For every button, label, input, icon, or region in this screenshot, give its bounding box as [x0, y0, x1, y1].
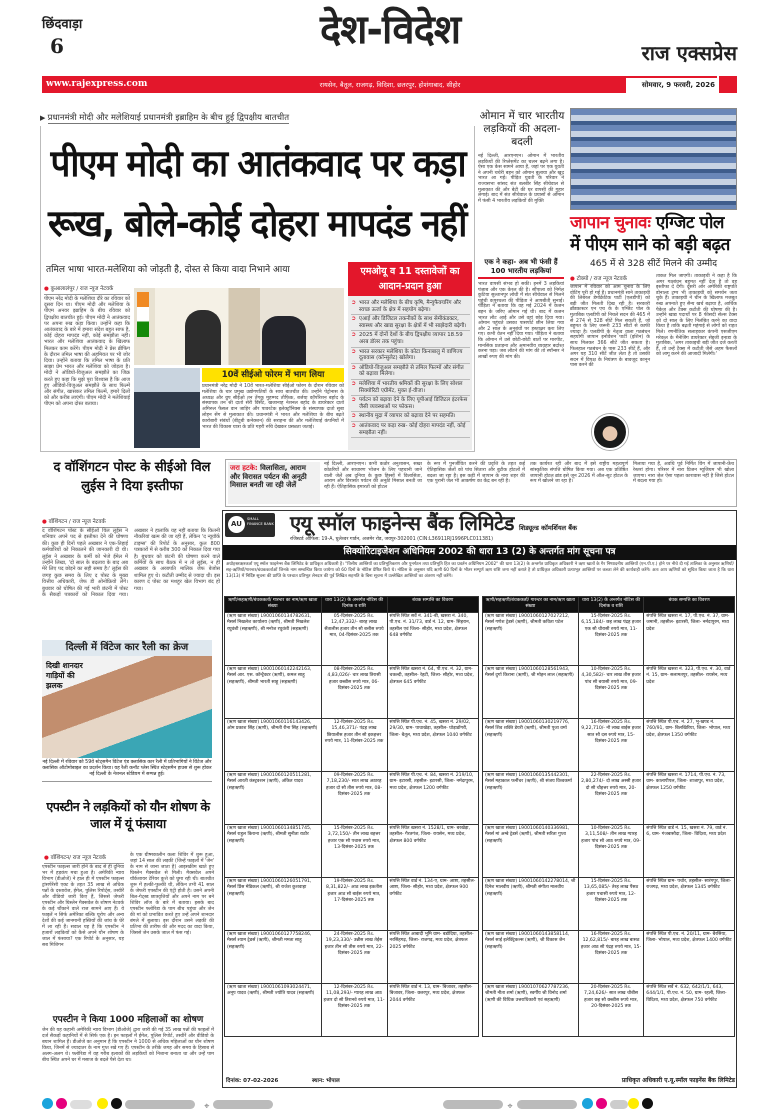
- japan-body-2: ताकत मिल जाएगी। ताकाइची ने कहा है कि अगर गठबंधन बहुमत नहीं देता है तो वह इस्तीफा दे देंगी। दूसरी ओर अमेरिकी राष्ट्रपति डोनाल्ड ट्रम्प भी ताकाइची को समर्थन जता चुके हैं। ताकाइची ने चीन के खिलाफ मजबूत रुख अपनाते हुए सैन्य खर्च बढ़ाया है, आर्थिक पैकेज और टैक्स कटौती की घोषणा की है। उन्होंने खाद्य पदार्थों पर 8 फीसदी सेल्स टैक्स को दो साल के लिए निलंबित करने का वादा किया है ताकि बढ़ती महंगाई से लोगों को राहत मिले। रणनीतिक सलाहकार कंपनी एसजीएम मरेकल के मैनेजिंग डायरेक्टर सेइजी इनाडा के मुताबिक, 'अगर ताकाइची बड़ी जीत दर्ज करती हैं, तो उन्हें टैक्स में कटौती जैसे अहम फैसलों को लागू करने की आजादी मिलेगी।': [656, 274, 737, 358]
- bank-table-right: [482, 596, 735, 1037]
- epstein-byline: ● वॉशिंगटन/ राज न्यूज नेटवर्क: [44, 853, 124, 864]
- cell-notice: 09-दिसंबर-2025 Rs. 7,18,230/- सात लाख अठारह हजार दो सौ तीस रुपये मात्र, 08-दिसंबर-2025 तक: [321, 771, 387, 824]
- japan-subhead-wrap: [570, 258, 737, 271]
- table-row: [225, 665, 479, 718]
- bank-title-wrap: [290, 511, 735, 535]
- wapo-body: द वॉशिंगटन पोस्ट के सीईओ विल लुईस ने शनिवार अपने पद से इस्तीफा देने की घोषणा की। कुछ ही दिनों पहले अखबार ने एक-तिहाई कर्मचारियों को निकालने की जानकारी दी थी। लुईस ने अखबार के कर्मी को भेजे ईमेल में उन्होंने लिखा, 'दो साल के बदलाव के बाद अब मेरे लिए पद छोड़ने का सही समय है।' लुईस की जगह कुछ समय के लिए द पोस्ट के मुख्य वित्तीय अधिकारी, जेफ डी ओनोफ्रियो लेंगे। बुधवार को घोषित की गई भारी छंटनी में पोस्ट के सैकड़ों पत्रकारों को निकाल दिया गया। अखबार ने हालांकि यह नहीं बताया कि कितनी नौकरियां खत्म की जा रही हैं, लेकिन 'द न्यूयॉर्क टाइम्स' की रिपोर्ट के अनुसार, कुल 800 पत्रकारों में से करीब 300 को निकाल दिया गया है। बुधवार को छंटनी की घोषणा करने वाले कर्मियों के साथ बैठक में न तो लुईस, न ही अखबार के अरबपति मालिक जेफ बेजोस शामिल हुए थे। कटौती उम्मीद से ज्यादा थी। इस कारण द पोस्ट का मशहूर खेल विभाग बंद हो गया।: [42, 528, 220, 599]
- mou-point: ➲ भारत सरकार मलेशिया के कोटा किनाबालु में वाणिज्य दूतावास (कॉन्सुलेट) खोलेगा।: [351, 348, 470, 364]
- mou-box-title: एमओयू व 11 दस्तावेजों का आदान-प्रदान हुआ: [348, 262, 472, 296]
- lead-kicker: [40, 112, 470, 125]
- japan-subhead: 465 में से 328 सीटें मिलने की उम्मीद: [590, 259, 717, 269]
- column-header: बंधक सम्पत्ति का विवरण: [644, 597, 735, 613]
- forum-caption-title: 10वें सीईओ फोरम में भाग लिया: [221, 370, 325, 380]
- mou-point: ➲ एआई और डिजिटल तकनीकों के साथ सेमीकंडक्टर, स्वास्थ्य और खाद्य सुरक्षा के क्षेत्रों में भी साझेदारी बढ़ेगी।: [351, 315, 470, 331]
- column-header: बंधक सम्पत्ति का विवरण: [387, 597, 478, 613]
- section-title-wrap: [290, 6, 490, 56]
- table-row: [225, 983, 479, 1036]
- lead-headline-1: पीएम मोदी का आतंकवाद पर कड़ा: [50, 142, 465, 185]
- mou-point: ➲ ऑडियो-विजुअल समझौते से तमिल फिल्मों और संगीत को बढ़ावा मिलेगा।: [351, 364, 470, 380]
- table-row: [483, 612, 735, 665]
- table-row: [483, 824, 735, 877]
- cell-borrower: (ऋण खाता संख्या) L9001061093024471, अनूप यादव (ऋणी), श्रीमती ज्योति यादव (सहऋणी): [225, 983, 322, 1036]
- cell-property: संपत्ति स्थित ग्राम- पचोर, तहसील- सारंगपुर, जिला- राजगढ़, मध्य प्रदेश, क्षेत्रफल 1345 वर्गफीट: [644, 877, 735, 930]
- cell-notice: 10-दिसंबर-2025 Rs. 3,11,508/- तीन लाख ग्यारह हजार पांच सौ आठ रुपये मात्र, 09-दिसंबर-2025 तक: [578, 824, 644, 877]
- city-name: छिंदवाड़ा: [42, 17, 83, 32]
- cell-property: संपत्ति स्थित खसरा नं. 1714, पी.एच. नं. 73, ग्राम- कालापीपल, जिला- शाजापुर, मध्य प्रदेश, क्षेत्रफल 1250 वर्गफीट: [644, 771, 735, 824]
- wapo-byline: ● वॉशिंगटन / राज न्यूज नेटवर्क: [42, 517, 126, 528]
- table-row: [225, 771, 479, 824]
- lead-headline-1-wrap: [50, 140, 465, 188]
- cell-property: संपत्ति स्थित वार्ड नं. 134-ए, ग्राम- आष्टा, तहसील- आष्टा, जिला- सीहोर, मध्य प्रदेश, क्षेत्रफल 900 वर्गफीट: [387, 877, 478, 930]
- person-anwar-figure: [262, 316, 306, 365]
- notice-title: सिक्योरिटाइजेशन अधिनियम 2002 की धारा 13 (2) के अन्तर्गत मांग सूचना पत्र: [343, 547, 616, 557]
- epstein-body-3: जेन की यह कहानी अमेरिकी न्याय विभाग (डीओजे) द्वारा जारी की गई 35 लाख पन्नों की फाइलों में दर्ज सैकड़ों कहानियों में से सिर्फ एक है। इन फाइलों में ईमेल, पुलिस रिपोर्ट, तस्वीरें और वीडियो के बयान शामिल हैं। डीओजे का अनुमान है कि एपस्टीन ने 1000 से अधिक महिलाओं का यौन शोषण किया, जिनमें से ज्यादातर के नाम गुप्त रखे गए हैं। एपस्टीन के तरीके जगह और समय के हिसाब से अलग-अलग थे। फ्लोरिडा में वह गरीब इलाकों की लड़कियों को निशाना बनाता था और उन्हें पाम बीच स्थित अपने घर में मसाज के बदले पैसे देता था।: [42, 1028, 214, 1063]
- modi-anwar-photo: [134, 288, 344, 365]
- cell-property: संपत्ति स्थित वार्ड नं. 13, ग्राम- बिजावर, तहसील- बिजावर, जिला- छतरपुर, मध्य प्रदेश, क्षेत्रफल 2044 वर्गफीट: [387, 983, 478, 1036]
- cell-notice: 15-दिसंबर-2025 Rs. 3,72,150/- तीन लाख बहत्तर हजार एक सौ पचास रुपये मात्र, 13-दिसंबर-2025 तक: [321, 824, 387, 877]
- column-header: धारा 13(2) के अन्तर्गत नोटिस की दिनांक व राशि: [578, 597, 644, 613]
- cell-property: संपत्ति स्थित आबादी भूमि ग्राम- बडोदिया, तहसील- नरसिंहगढ़, जिला- राजगढ़, मध्य प्रदेश, क्षेत्रफल 2025 वर्गफीट: [387, 930, 478, 983]
- notice-intro: अधोहस्ताक्षरकर्ता एयू स्मॉल फाइनेन्स बैंक लिमिटेड के प्राधिकृत अधिकारी है। "वित्तीय आस्तियों का प्रतिभूतिकरण और पुनर्गठन तथा प्रतिभूति हित का प्रवर्तन अधिनियम 2002" की धारा 13(2) के अन्तर्गत प्राधिकृत अधिकारी ने ऋण खातों के गैर निष्पादनीय आस्तियों (एन.पी.ए.) होने पर नीचे दी गई तालिका के अनुसार ऋणियों/सह-ऋणियों/गारन्टर/बंधककर्ताओं जिनके नाम सम्बन्धित किया जायेगा को 60 दिनों के नोटिस प्रेषित किये थे। नोटिस के अनुसार यदि ऋणी 60 दिनों के भीतर सम्पूर्ण ऋण राशि जमा नहीं कराते है तो प्राधिकृत अधिकारी प्रत्याभूत आस्तियों पर कब्जा लेने की कार्यवाही करेंगे। अतः आप ऋणियों को सूचित किया जाता है कि धारा 13(13) में निर्दिष्ट सूचना की प्राप्ति के पश्चात प्रतिभूत लेनदार की पूर्व लिखित सहमति के बिना सूचना में उल्लेखित आस्तियों का अंतरण नहीं करेंगे।: [226, 562, 734, 579]
- indian-flag-icon: [137, 292, 149, 337]
- bank-title: [290, 511, 577, 535]
- table-row: [483, 930, 735, 983]
- zara-hatke-body-4: मिलाया गया है, अवधि पूर्व निर्मित विंग में जापानी-फ्रेंच रेस्तरां होगा। परिसर में नारा प्रिजन म्यूजियम भी खोला जाएगा। नारा जेल ऐसा पहला कारावास नहीं है जिसे होटल में बदला गया हो।: [633, 462, 734, 485]
- person-modi-figure: [185, 310, 221, 365]
- cell-notice: 15-दिसंबर-2025 Rs. 6,15,184/- छह लाख पंद्रह हजार एक सौ चौरासी रुपये मात्र, 11-दिसंबर-2025 तक: [578, 612, 644, 665]
- cell-notice: 12-दिसंबर-2025 Rs. 15,46,371/- पंद्रह लाख छियालीस हजार तीन सौ इकहत्तर रुपये मात्र, 11-दिसंबर-2025 तक: [321, 718, 387, 771]
- cell-borrower: (ऋण खाता संख्या) L9001060130219776, मैसर्स शिव शक्ति डेयरी (ऋणी), श्रीमती पूजा वर्मा (सहऋणी): [483, 718, 579, 771]
- cell-borrower: (ऋण खाता संख्या) L9001060128561943, मैसर्स दुर्गा किराना (ऋणी), श्री मोहन लाल (सहऋणी): [483, 665, 579, 718]
- cell-notice: 19-दिसंबर-2025 Rs. 8,31,822/- आठ लाख इकतीस हजार आठ सौ बाईस रुपये मात्र, 17-दिसंबर-2025 तक: [321, 877, 387, 930]
- cell-notice: 12-दिसंबर-2025 Rs. 11,08,293/- ग्यारह लाख आठ हजार दो सौ तिरानवे रुपये मात्र, 11-दिसंबर-2025 तक: [321, 983, 387, 1036]
- vintage-headline-wrap: [42, 641, 212, 654]
- cell-notice: 24-दिसंबर-2025 Rs. 19,23,330/- उन्नीस लाख तेईस हजार तीन सौ तीस रुपये मात्र, 22-दिसंबर-2025 तक: [321, 930, 387, 983]
- japan-headline-black-2: में पीएम साने को बड़ी बढ़त: [570, 235, 730, 255]
- notice-place: स्थान: भोपाल: [312, 1078, 340, 1084]
- section-title: देश-विदेश: [319, 7, 461, 53]
- au-logo-mark: AU: [228, 516, 245, 533]
- print-registration-marks: ⌖ ⌖: [42, 1094, 742, 1113]
- mou-point: ➲ स्थानीय मुद्रा में व्यापार को बढ़ावा देने पर सहमति।: [351, 412, 470, 422]
- cell-notice: 16-दिसंबर-2025 Rs. 9,22,710/- नौ लाख बाईस हजार सात सौ दस रुपये मात्र, 15-दिसंबर-2025 तक: [578, 718, 644, 771]
- cell-notice: 22-दिसंबर-2025 Rs. 2,80,274/- दो लाख अस्सी हजार दो सौ चौहत्तर रुपये मात्र, 20-दिसंबर-2025 तक: [578, 771, 644, 824]
- table-header-row: [225, 597, 479, 613]
- japan-headline: [570, 213, 724, 234]
- oman-subhead: एक ने कहा- अब भी फंसी हैं 100 भारतीय लड़कियां: [478, 258, 564, 279]
- cell-borrower: (ऋण खाता संख्या) L9001060142278014, श्री दिनेश मालवीय (ऋणी), श्रीमती संगीता मालवीय (सहऋणी): [483, 877, 579, 930]
- mou-point: ➲ आतंकवाद पर कड़ा रुख- कोई दोहरा मापदंड नहीं, कोई समझौता नहीं।: [351, 422, 470, 438]
- cell-borrower: (ऋण खाता संख्या) L9001060134782631, मैसर्स निखलेश कार्यालय (ऋणी), श्रीमती निखलेश रघुवंशी (सहऋणी), श्री मनोज रघुवंशी (सहऋणी): [225, 612, 322, 665]
- forum-caption-title-wrap: [202, 368, 344, 382]
- zara-hatke-body-3: तक कार्यरत रही और बाद में इसे राष्ट्रीय महत्वपूर्ण सांस्कृतिक संपत्ति घोषित किया गया। अब एक प्रतिष्ठित जापानी होटल ब्रांड इसे जून 2026 में ऑल-सूट होटल के रूप में खोलने जा रहा है।: [530, 462, 628, 485]
- cell-property: संपत्ति स्थित सर्वे नं. 632, 642/1/1, 643, 644/1/1, पी.एच. नं. 50, ग्राम- रहली, जिला- विदिशा, मध्य प्रदेश, क्षेत्रफल 750 वर्गफीट: [644, 983, 735, 1036]
- brand-name: राज एक्सप्रेस: [641, 41, 737, 65]
- lead-subhead: तमिल भाषा भारत-मलेशिया को जोड़ती है, दोस्त से किया वादा निभाने आया: [46, 265, 290, 275]
- edition-list-wrap: [250, 80, 530, 90]
- edition-list: रायसेन, बैतूल, राजगढ़, विदिशा, छतरपुर, होशंगाबाद, सीहोर: [319, 81, 461, 89]
- oman-body-2: भारत वापसी संभव हो सकी। इनमें 3 लड़कियां पंजाब और एक केरल की है। सौंपाला को निर्मल कुटिया सुल्तानपुर लोधी में संत सीचेवाल से मिलने पहुंची कपूरथला की पीड़िता ने आपबीती सुनाई। पीड़िता ने बताया कि वह मई 2024 में कजन बहन के जरिए ओमान गई थी। बाद में कजन भारत लौट आई और उसे वहां छोड़ दिया गया। ओमान पहुंचते उसका पासपोर्ट छीन लिया गया और 2 साल के अनुबंधों पर हस्ताक्षर करा लिए गए। कभी वेतन नहीं दिया गया। पीड़िता ने बताया कि ओमान में उसे छोटी-छोटी बातों पर मारपीट, मानसिक प्रताड़ना और अमानवीय व्यवहार बर्दाश्त करना पड़ा। जब लौटने की मांग की तो स्पॉन्सर ने लाखों रुपए की मांग की।: [478, 282, 564, 360]
- cell-notice: 05-दिसंबर-2025 Rs. 12,47,332/- बारह लाख सैंतालीस हजार तीन सौ बत्तीस रुपये मात्र, 04-दिसंबर-2025 तक: [321, 612, 387, 665]
- issue-date: सोमवार, 9 फरवरी, 2026: [641, 81, 715, 89]
- notice-title-wrap: [223, 545, 736, 560]
- wapo-headline: द वॉशिंगटन पोस्ट के सीईओ विल लुईस ने दिया इस्तीफा: [53, 460, 211, 494]
- cell-borrower: (ऋण खाता संख्या) L9001060135442301, मैसर्स महाकाल फर्नीचर (ऋणी), श्री संजय विश्वकर्मा (सहऋणी): [483, 771, 579, 824]
- mou-list: [351, 299, 470, 438]
- table-row: [225, 877, 479, 930]
- lead-subhead-wrap: [46, 264, 342, 278]
- cell-borrower: (ऋण खाता संख्या) L9001060127758246, मैसर्स श्याम ट्रेडर्स (ऋणी), श्रीमती ममता साहू (सहऋणी): [225, 930, 322, 983]
- kicker-text: प्रधानमंत्री मोदी और मलेशियाई प्रधानमंत्री इब्राहिम के बीच हुई द्विपक्षीय बातचीत: [47, 113, 290, 123]
- zara-hatke-headline: विलासिता, आराम और विरासत पर्यटन की अनूठी मिसाल बनती जा रही जेलें: [230, 464, 307, 489]
- cell-borrower: (ऋण खाता संख्या) L9001060120511281, मैसर्स आरती कंस्ट्रक्शन (ऋणी), अंकित यादव (सहऋणी): [225, 771, 322, 824]
- table-row: [483, 665, 735, 718]
- oman-body-1: नई दिल्ली, आरएनएन। ओमान में भारतीय लड़कियों की रिप्लेसमेंट का चलन बढ़ने लगा है। ऐसा एक केस सामने आया है, जहां पर एक युवती ने अपनी चचेरी बहन को ओमान बुलाया और खुद भारत आ गई। पीड़ित युवती के परिवार ने राज्यसभा सांसद संत बलबीर सिंह सीचेवाल से मुलाकात की और बेटी की घर वापसी की गुहार लगाई। बाद में संत सीचेवाल के प्रयासों से ओमान में फंसी 4 भारतीय लड़कियों की मुक्ति: [478, 154, 564, 204]
- table-header-row: [483, 597, 735, 613]
- forum-caption: प्रधानमंत्री नरेंद्र मोदी ने 10वें भारत-मलेशिया सीईओ फोरम के दौरान रविवार को मलेशिया के चार प्रमुख उद्योगपतियों के साथ बातचीत की। उन्होंने पेट्रोनास के अध्यक्ष और ग्रुप सीईओ तन तेंगकू मुहम्मद तौफिक, बर्जया कॉर्पोरेशन बर्हाद के संस्थापक तन श्री दातो सेरी विंसेंट, खजानाह नेशनल बर्हाद के डायरेक्टर दातो अमिरुल फैसल वान जाहिर और पावरटेक इलेक्ट्रॉनिक्स के संस्थापक दातो सुबा लोहन सेंग से मुलाकात की। प्रधानमंत्री ने भारत और मलेशिया के बीच बढ़ते कारोबारी संबंधों (बीटूबी कनेक्शन) की सराहना की और मलेशियाई कंपनियों में भारत की विकास यात्रा के प्रति गहरी रुचि देखकर प्रसन्नता जताई।: [202, 384, 344, 430]
- zara-hatke-body-2: के रूप में पुनर्जीवित करने की प्रवृत्ति के तहत कई ऐतिहासिक जेलों को पांच सितारा और बुटीक होटलों में बदला जा रहा है। इस कड़ी में जापान के नारा शहर की एक पुरानी जेल भी आकर्षण का केंद्र बन रही है।: [427, 462, 525, 485]
- cell-borrower: (ऋण खाता संख्या) L9001060116143426, ओम प्रकाश सिंह (ऋणी), श्रीमती रीना सिंह (सहऋणी): [225, 718, 322, 771]
- zara-hatke-label: जरा हटके:: [230, 464, 258, 472]
- cell-property: संपत्ति स्थित खसरा नं. 1528/1, ग्राम- बरखेड़ा, तहसील- गैरतगंज, जिला- रायसेन, मध्य प्रदेश, क्षेत्रफल 800 वर्गफीट: [387, 824, 478, 877]
- cell-property: संपत्ति स्थित पी.एच. नं. 27, भू-खण्ड नं. 760/91, ग्राम- बिलखिरिया, जिला- भोपाल, मध्य प्रदेश, क्षेत्रफल 1350 वर्गफीट: [644, 718, 735, 771]
- cell-property: संपत्ति स्थित सर्वे नं. 341-बी, खसरा नं. 340, पी.एच. नं. 31/73, वार्ड नं. 12, ग्राम- सिहरान, तहसील एवं जिला- सीहोर, मध्य प्रदेश, क्षेत्रफल 648 वर्गफीट: [387, 612, 478, 665]
- table-row: [225, 612, 479, 665]
- column-header: ऋणी/सहऋणी/बंधककर्ता/ गारन्टर का नाम/ऋण खाता संख्या: [483, 597, 579, 613]
- cell-borrower: (ऋण खाता संख्या) L9001060126051791, मैसर्स प्रिंस मेडिकल (ऋणी), श्री राजेश कुशवाहा (सहऋणी): [225, 877, 322, 930]
- zara-hatke-headline-box: [228, 462, 320, 504]
- issue-date-wrap: [626, 78, 717, 93]
- column-header: ऋणी/सहऋणी/बंधककर्ता/ गारन्टर का नाम/ऋण खाता संख्या: [225, 597, 322, 613]
- bank-name: एयू स्मॉल फाइनेन्स बैंक लिमिटेड: [290, 511, 514, 535]
- cell-notice: 08-दिसंबर-2025 Rs. 4,83,026/- चार लाख तिरासी हजार छब्बीस रुपये मात्र, 06-दिसंबर-2025 तक: [321, 665, 387, 718]
- cell-property: संपत्ति स्थित खसरा नं. 323, पी.एच. नं. 30, वार्ड नं. 15, ग्राम- सलामतपुर, तहसील- रायसेन, मध्य प्रदेश: [644, 665, 735, 718]
- table-row: [225, 718, 479, 771]
- au-logo-sub: SMALL FINANCE BANK: [247, 517, 274, 526]
- takaichi-portrait: [592, 414, 628, 450]
- mou-point: ➲ मलेशिया में भारतीय श्रमिकों की सुरक्षा के लिए सोशल सिक्योरिटी एग्रीमेंट, मुक्त ई-वीजा।: [351, 380, 470, 396]
- cell-borrower: (ऋण खाता संख्या) L9001070627787236, श्रीमती नीता शर्मा (ऋणी), स्वर्गीय श्री विनोद शर्मा (ऋणी की विधिक उत्तराधिकारी एवं सहऋणी): [483, 983, 579, 1036]
- lead-body: पीएम नरेंद्र मोदी के मलेशिया दौरे का रविवार को दूसरा दिन था। पीएम मोदी और मलेशिया के पीएम अनवर इब्राहिम के बीच रविवार को द्विपक्षीय बातचीत हुई। पीएम मोदी ने आतंकवाद पर अपना रुख कड़ा किया। उन्होंने कहा कि आतंकवाद के बारे में हमारा संदेश बहुत साफ है, कोई दोहरा मापदंड नहीं, कोई समझौता नहीं। भारत और मलेशिया आतंकवाद के खिलाफ मिलकर काम करेंगे। पीएम मोदी ने प्रेस ब्रीफिंग के दौरान तमिल भाषा की अहमियत पर भी जोर दिया। उन्होंने बताया कि तमिल भाषा के प्रति साझा प्रेम भारत और मलेशिया को जोड़ता है। मोदी ने ऑडियो-विजुअल समझौते का जिक्र करते हुए कहा कि मुझे पूरा विश्वास है कि आज हुए ऑडियो-विजुअल समझौते के साथ फिल्में और संगीत, खासकर तमिल फिल्में, हमारे दिलों को और करीब लाएंगी। पीएम मोदी ने मलेशियाई पीएम को अपना दोस्त बताया।: [44, 296, 130, 408]
- cell-property: संपत्ति स्थित पी.एच. नं. 45, खसरा नं. 29/02, 29/30, ग्राम- पाथाखेड़ा, तहसील- घोड़ाडोंगरी, जिला- बैतूल, मध्य प्रदेश, क्षेत्रफल 1040 वर्गफीट: [387, 718, 478, 771]
- bank-address: रजिस्टर्ड ऑफिस: 19-A, धुलेश्वर गार्डन, अजमेर रोड, जयपुर-302001 (CIN:L36911RJ1996PLC011381): [290, 537, 493, 542]
- bank-table-left: [224, 596, 479, 1037]
- epstein-headline: एपस्टीन ने लड़कियों को यौन शोषण के जाल में यूं फंसाया: [46, 799, 210, 831]
- zara-hatke-body-1: नई दिल्ली, आरएनएन। कभी कठोर अनुशासन, सख्त कोठरियों और साधारण भोजन के लिए पहचानी जाने वाली जेलें अब दुनिया के कुछ हिस्सों में विलासिता, आराम और विरासत पर्यटन की अनूठी मिसाल बनती जा रही हैं। ऐतिहासिक इमारतों को होटल: [324, 462, 422, 491]
- cell-borrower: (ऋण खाता संख्या) L9001060127027212, मैसर्स गणेश ट्रेडर्स (ऋणी), श्रीमती कविता पटेल (सहऋणी): [483, 612, 579, 665]
- cell-notice: 20-दिसंबर-2025 Rs. 7,24,626/- सात लाख चौबीस हजार छह सौ छब्बीस रुपये मात्र, 20-दिसंबर-2025 तक: [578, 983, 644, 1036]
- column-header: धारा 13(2) के अन्तर्गत नोटिस की दिनांक व राशि: [321, 597, 387, 613]
- japan-headline-line-1: [570, 213, 737, 234]
- vintage-caption: नई दिल्ली में रविवार को 59वें स्टेट्समैन विंटेज एंड क्लासिक कार रैली में प्रतिभागियों ने विंटेज और क्लासिक ऑटोमोबाइल का प्रदर्शन किया। यह रैली कनॉट प्लेस स्थित स्टेट्समैन हाउस से शुरू होकर नई दिल्ली के नेशनल स्टेडियम में सम्पन्न हुई।: [42, 760, 212, 782]
- epstein-body-1: एपस्टीन फाइल्स जारी होने के बाद से ही दुनिया भर में हड़कंप मचा हुआ है। अमेरिकी न्याय विभाग (डीओजे) ने हाल ही में एपस्टीन फाइल्स ट्रांसपेरेंसी एक्ट के तहत 35 लाख से अधिक पन्नों के दस्तावेज, ईमेल, पुलिस रिपोर्ट्स, तस्वीरें और वीडियो जारी किए हैं, जिससे जेफरी एपस्टीन और घिस्लेन मैक्सवेल के शोषण नेटवर्क के कई चौंकाने वाले राज सामने आए हैं। ये फाइलें न सिर्फ अमेरिका बल्कि यूरोप और अन्य देशों की कई जानमानी हस्तियों की जांच के घेरे में ला रही हैं। सवाल यह है कि एपस्टीन ने हजारों लड़कियों को कैसे अपने यौन शोषण के जाल में फंसाया? एक रिपोर्ट के अनुसार, यह सब मिशिगन: [42, 865, 124, 948]
- header-red-tab: [719, 76, 737, 93]
- cell-property: संपत्ति स्थित पी.एच. नं. 84, खसरा नं. 219/10, ग्राम- इटारसी, तहसील- इटारसी, जिला- नर्मदापुरम, मध्य प्रदेश, क्षेत्रफल 1200 वर्गफीट: [387, 771, 478, 824]
- cell-borrower: (ऋण खाता संख्या) L9001060143858114, मैसर्स साई इलेक्ट्रिकल्स (ऋणी), श्री विकास जैन (सहऋणी): [483, 930, 579, 983]
- ceo-forum-photo: [134, 368, 200, 448]
- cell-notice: 15-दिसंबर-2025 Rs. 13,65,085/- तेरह लाख पैंसठ हजार पचासी रुपये मात्र, 12-दिसंबर-2025 तक: [578, 877, 644, 930]
- lead-headline-2-wrap: [48, 200, 466, 248]
- epstein-body-2: के एक ग्रीष्मकालीन कला शिविर में शुरू हुआ, जहां 14 साल की लड़की (जिन्हें फाइलों में 'जेन' के नाम से जाना जाता है) आइसक्रीम खाते हुए घिस्लेन मैक्सवेल से मिली। मैक्सवेल अपने यॉर्कशायर टेरियर कुत्ते को घुमा रही थी। बातचीत शुरू में हल्की-फुल्की थी, लेकिन तभी 41 साल के जेफरी एपस्टीन की एंट्री होती है। उसने अपनी बिल-गेट्स्ड छात्रवृत्तियों और अपने नाम पर बने शिविर लॉज के बारे में बताया। इसके बाद एपस्टीन फ्लोरिडा के पाम बीच पहुंचा और जेन की मां को प्रभावित करते हुए उन्हें अपने शानदार बंगले में बुलाया। इस दौरान उसने लड़की की प्रतिभा की तारीफ की और मदद का वादा किया, जिससे जेन उसके जाल में फंस गई।: [130, 853, 214, 936]
- lead-byline: ● कुआलालंपुर / राज न्यूज नेटवर्क: [44, 284, 130, 295]
- epstein-subhead: एपस्टीन ने किया 1000 महिलाओं का शोषण: [52, 1015, 204, 1025]
- vintage-headline: दिल्ली में विंटेज कार रैली का क्रेज: [65, 642, 189, 653]
- cell-borrower: (ऋण खाता संख्या) L9001060142242163, मैसर्स आर. एस. कॉन्ट्रैक्टर (ऋणी), कमल साहू (सहऋणी), श्रीमती भारती साहू (सहऋणी): [225, 665, 322, 718]
- japan-headline-red: जापान चुनावः: [570, 213, 651, 233]
- cell-property: संपत्ति स्थित वार्ड नं. 15, खसरा नं. 79, वार्ड नं. 6, ग्राम- गंजबासौदा, जिला- विदिशा, मध्य प्रदेश: [644, 824, 735, 877]
- oman-headline: ओमान में चार भारतीय लड़कियों की अदला-बदली: [479, 110, 565, 148]
- brand-wrap: [590, 40, 737, 68]
- table-row: [483, 983, 735, 1036]
- japan-byline: ● टोक्यो / राज न्यूज नेटवर्क: [570, 274, 650, 285]
- cell-notice: 16-दिसंबर-2025 Rs. 12,62,815/- बारह लाख बासठ हजार आठ सौ पंद्रह रुपये मात्र, 15-दिसंबर-2025 तक: [578, 930, 644, 983]
- mou-point: ➲ 2025 में दोनों देशों के बीच द्विपक्षीय व्यापार 18.59 अरब डॉलर तक पहुंचा।: [351, 331, 470, 347]
- mou-point: ➲ भारत और मलेशिया के बीच कृषि, मैन्युफैक्चरिंग और स्वच्छ ऊर्जा के क्षेत्र में सहयोग बढ़ेगा।: [351, 299, 470, 315]
- cell-property: संपत्ति स्थित खसरा नं. 17, पी.एच. नं. 37, ग्राम- जमानी, तहसील- इटारसी, जिला- नर्मदापुरम, मध्य प्रदेश: [644, 612, 735, 665]
- table-row: [225, 824, 479, 877]
- epstein-subhead-wrap: [42, 1014, 214, 1027]
- cell-property: संपत्ति स्थित पी.एच. नं. 20/11, ग्राम- बैरसिया, जिला- भोपाल, मध्य प्रदेश, क्षेत्रफल 1400 वर्गफीट: [644, 930, 735, 983]
- page-number: 6: [50, 34, 64, 58]
- mou-point: ➲ पर्यटन को बढ़ावा देने के लिए यूपीआई डिजिटल इंटरफेस जैसी व्यवस्थाओं पर फोकस।: [351, 396, 470, 412]
- japan-body-1: जापान में रविवार को आम चुनाव के लिए वोटिंग पूरी हो गई है। प्रधानमंत्री साने ताकाइची की लिबरल डेमोक्रेटिक पार्टी (एलडीपी) को बड़ी जीत मिलती दिख रही है। सरकारी ब्रॉडकास्टर एन एच के के एग्जिट पोल के मुताबिक एलडीपी को निचले सदन की 465 में से 274 से 328 सीटें मिल सकती हैं, जो बहुमत के लिए जरूरी 233 सीटों से काफी ज्यादा है। एलडीपी के नेतृत्व वाला गठबंधन सहयोगी जापान इनोवेशन पार्टी (इशिन) के साथ मिलकर 366 सीटें जीत सकता है। फिलहाल गठबंधन के पास 233 सीटें हैं, और अगर यह 310 सीटें जीत लेता है तो उसकी सदन में विपक्ष के नियंत्रण के बावजूद कानून पास करने की: [570, 285, 650, 369]
- notice-date: दिनांक: 07-02-2026: [226, 1078, 279, 1084]
- table-row: [483, 718, 735, 771]
- japan-headline-black-1: एग्जिट पोल: [655, 213, 724, 233]
- cell-notice: 10-दिसंबर-2025 Rs. 4,30,582/- चार लाख तीस हजार पांच सौ बयासी रुपये मात्र, 09-दिसंबर-2025 तक: [578, 665, 644, 718]
- kicker-line: ▶ प्रधानमंत्री मोदी और मलेशियाई प्रधानमंत्री इब्राहिम के बीच हुई द्विपक्षीय बातचीत: [40, 113, 290, 123]
- table-row: [483, 877, 735, 930]
- cell-borrower: (ऋण खाता संख्या) L9001060140336981, मैसर्स मां अम्बे ट्रेडर्स (ऋणी), श्रीमती सरिता गुप्ता (सहऋणी): [483, 824, 579, 877]
- notice-signatory: प्राधिकृत अधिकारी ए.यू.स्मॉल फाइनेंस बैंक लिमिटेड: [621, 1077, 735, 1084]
- japan-headline-line-2: [570, 235, 737, 256]
- cell-property: संपत्ति स्थित खसरा नं. 64, पी.एच. नं. 32, ग्राम- चकल्दी, तहसील- रेहटी, जिला- सीहोर, मध्य प्रदेश, क्षेत्रफल 645 वर्गफीट: [387, 665, 478, 718]
- japan-election-photo: [570, 108, 737, 210]
- vintage-overlay-text: दिखी शानदार गाड़ियों की झलक: [46, 661, 83, 690]
- table-row: [225, 930, 479, 983]
- au-bank-logo: [225, 513, 275, 537]
- table-row: [483, 771, 735, 824]
- website-link[interactable]: www.rajexpress.com: [46, 79, 148, 89]
- bank-tag: शिड्यूल्ड कॉमर्शियल बैंक: [519, 524, 577, 532]
- cell-borrower: (ऋण खाता संख्या) L9001060134851745, मैसर्स राहुल किराना (ऋणी), श्रीमती सुनीता राठौर (सहऋणी): [225, 824, 322, 877]
- lead-headline-2: रूख, बोले-कोई दोहरा मापदंड नहीं: [48, 202, 466, 245]
